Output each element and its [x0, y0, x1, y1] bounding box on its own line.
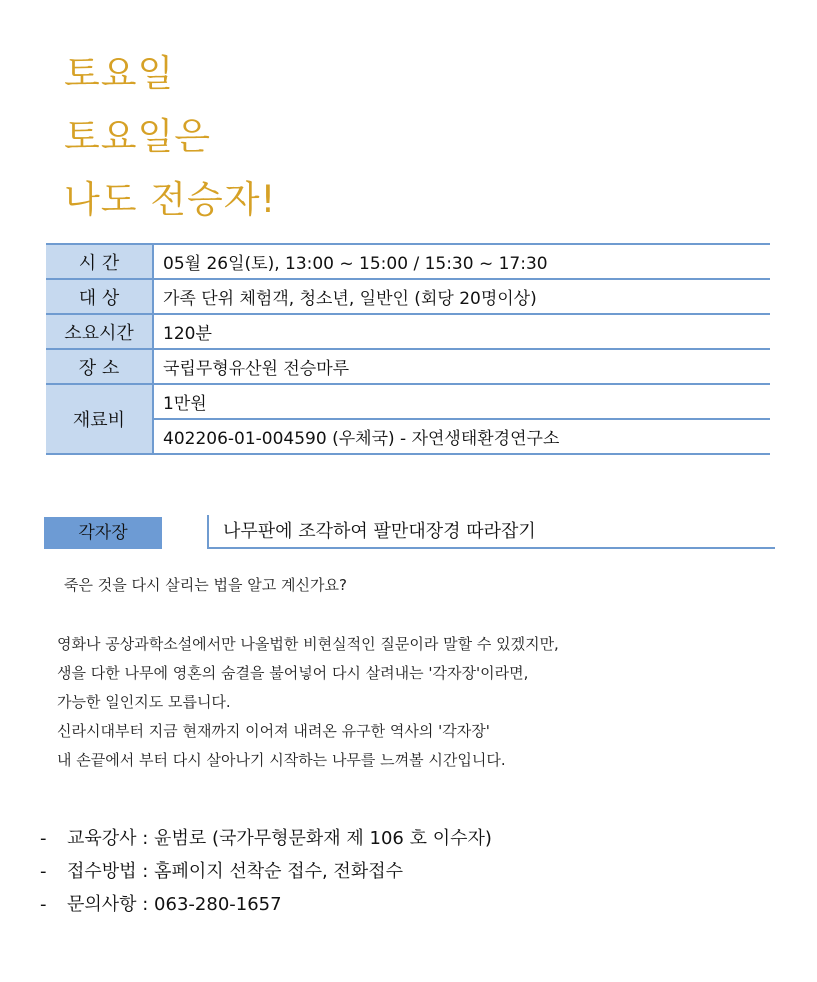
section-tab: 각자장 [44, 517, 162, 549]
body-line: 내 손끝에서 부터 다시 살아나기 시작하는 나무를 느껴볼 시간입니다. [57, 751, 506, 769]
body-line: 생을 다한 나무에 영혼의 숨결을 불어넣어 다시 살려내는 '각자장'이라면, [57, 664, 529, 682]
account-row [46, 419, 770, 454]
title-line-1: 토요일 [64, 52, 175, 95]
instructor-item [40, 822, 492, 855]
event-title [64, 42, 276, 231]
duration-value: 120분 [153, 314, 770, 349]
time-label: 시 간 [46, 244, 153, 279]
event-info-table [46, 243, 770, 455]
inquiry-text: 문의사항 : 063-280-1657 [67, 894, 282, 915]
list-dash: - [40, 861, 47, 882]
fee-label: 재료비 [46, 384, 153, 454]
title-line-3: 나도 전승자! [64, 178, 277, 221]
account-value: 402206-01-004590 (우체국) - 자연생태환경연구소 [153, 419, 770, 454]
description-body [57, 630, 559, 775]
time-row [46, 244, 770, 279]
instructor-text: 교육강사 : 윤범로 (국가무형문화재 제 106 호 이수자) [67, 828, 492, 849]
place-label: 장 소 [46, 349, 153, 384]
place-row [46, 349, 770, 384]
contact-list [40, 822, 492, 921]
body-line: 영화나 공상과학소설에서만 나올법한 비현실적인 질문이라 말할 수 있겠지만, [57, 635, 559, 653]
inquiry-item [40, 888, 492, 921]
body-line: 신라시대부터 지금 현재까지 이어져 내려온 유구한 역사의 '각자장' [57, 722, 490, 740]
time-value: 05월 26일(토), 13:00 ~ 15:00 / 15:30 ~ 17:30 [153, 244, 770, 279]
apply-text: 접수방법 : 홈페이지 선착순 접수, 전화접수 [67, 861, 403, 882]
section-title: 나무판에 조각하여 팔만대장경 따라잡기 [207, 515, 775, 549]
intro-text: 죽은 것을 다시 살리는 법을 알고 계신가요? [64, 576, 347, 594]
list-dash: - [40, 894, 47, 915]
target-row [46, 279, 770, 314]
target-label: 대 상 [46, 279, 153, 314]
apply-item [40, 855, 492, 888]
duration-label: 소요시간 [46, 314, 153, 349]
title-line-2: 토요일은 [64, 115, 211, 158]
list-dash: - [40, 828, 47, 849]
body-line: 가능한 일인지도 모릅니다. [57, 693, 231, 711]
fee-value: 1만원 [153, 384, 770, 419]
place-value: 국립무형유산원 전승마루 [153, 349, 770, 384]
fee-row [46, 384, 770, 419]
target-value: 가족 단위 체험객, 청소년, 일반인 (회당 20명이상) [153, 279, 770, 314]
duration-row [46, 314, 770, 349]
